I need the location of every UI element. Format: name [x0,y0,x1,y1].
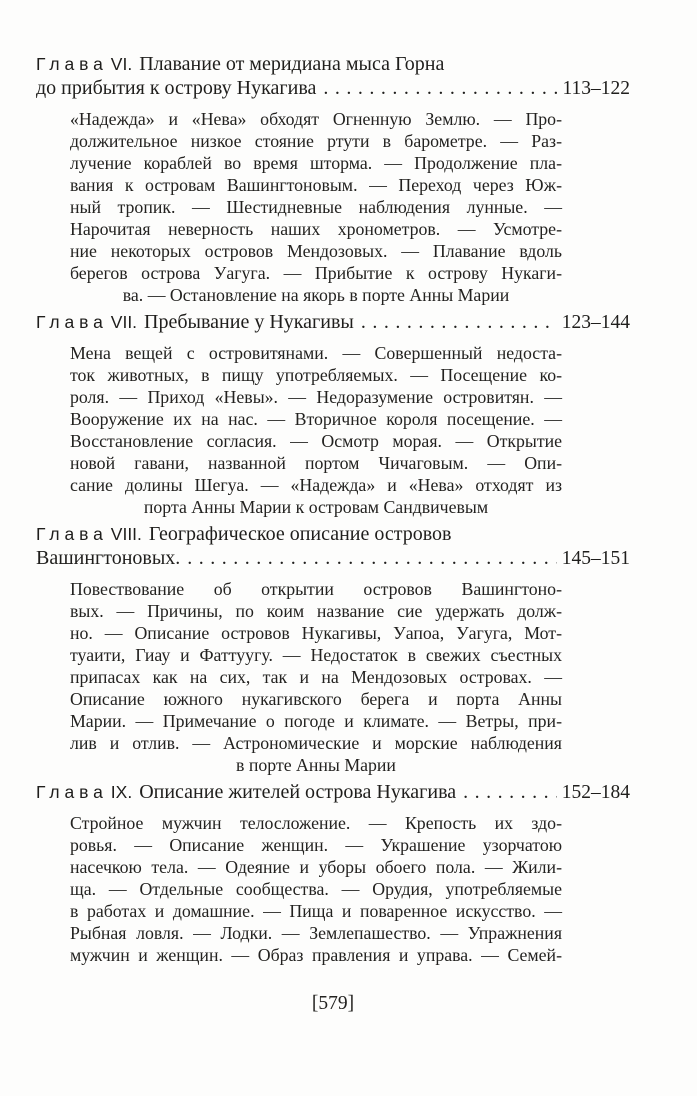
chapter-title: Пребывание у Нукагивы [144,311,354,333]
chapter-summary [70,108,562,306]
toc-entry-chapter-viii [36,522,630,776]
dot-leader [323,76,557,100]
chapter-title: Географическое описание островов [148,523,452,545]
summary-line: Повествование об открытии островов Вашингтоно- [70,579,562,599]
summary-line: лучение кораблей во время шторма. — Продолжение пла- [70,153,562,173]
chapter-heading-line [36,76,630,101]
summary-line: припасах как на сих, так и на Мендозовых островах. — [70,667,562,687]
summary-line: насечкою тела. — Одеяние и уборы обоего пола. — Жили- [70,857,562,877]
chapter-summary [70,578,562,776]
summary-line: Восстановление согласия. — Осмотр морая. — Открытие [70,431,562,451]
chapter-numeral: IX. [110,782,133,802]
chapter-label: Глава [36,312,108,332]
page-range: 113–122 [562,78,630,99]
summary-line: Нарочитая неверность наших хронометров. — Усмотре- [70,219,562,239]
chapter-title: Описание жителей острова Нукагива [139,781,457,803]
summary-line: сание долины Шегуа. — «Надежда» и «Нева» отходят из [70,475,562,495]
summary-line: роля. — Приход «Невы». — Недоразумение островитян. — [70,387,562,407]
summary-line: ток животных, в пищу употребляемых. — Посещение ко- [70,365,562,385]
summary-line: новой гавани, названной портом Чичаговым. — Опи- [70,453,562,473]
chapter-title-continued: Вашингтоновых. [36,547,181,569]
page-number: [579] [311,993,355,1014]
chapter-heading-line [36,52,630,76]
summary-line: мужчин и женщин. — Образ правления и управа. — Семей- [70,945,562,965]
summary-line: ща. — Отдельные сообщества. — Орудия, употребляемые [70,879,562,899]
summary-line: Описание южного нукагивского берега и порта Анны [70,689,562,709]
summary-line: «Надежда» и «Нева» обходят Огненную Землю. — Про- [70,109,562,129]
chapter-title-continued: до прибытия к острову Нукагива [36,77,317,99]
toc-entry-chapter-ix [36,780,630,966]
summary-line: Марии. — Примечание о погоде и климате. — Ветры, при- [70,711,562,731]
summary-line: вых. — Причины, по коим название сие удержать долж- [70,601,562,621]
summary-line: но. — Описание островов Нукагивы, Уапоа, Уагуга, Мот- [70,623,562,643]
chapter-label: Глава [36,782,108,802]
summary-line: ва. — Остановление на якорь в порте Анны Марии [122,285,510,305]
summary-line: в порте Анны Марии [236,755,396,775]
dot-leader [187,546,556,570]
chapter-label: Глава [36,524,108,544]
dot-leader [463,780,557,804]
summary-line: должительное низкое стояние ртути в барометре. — Раз- [70,131,562,151]
chapter-numeral: VII. [110,312,138,332]
summary-line: порта Анны Марии к островам Сандвичевым [143,497,489,517]
chapter-label: Глава [36,54,108,74]
summary-line: берегов острова Уагуга. — Прибытие к острову Нукаги- [70,263,562,283]
summary-line: лив и отлив. — Астрономические и морские наблюдения [70,733,562,753]
summary-line: вания к островам Вашингтоновым. — Переход через Юж- [70,175,562,195]
chapter-heading-line [36,522,630,546]
summary-line: в работах и домашние. — Пища и поваренное искусство. — [70,901,562,921]
dot-leader [361,310,557,334]
summary-line: Мена вещей с островитянами. — Совершенный недоста- [70,343,562,363]
toc-entry-chapter-vii [36,310,630,518]
page-range: 152–184 [561,782,630,803]
chapter-summary [70,812,562,966]
summary-line: Вооружение их на нас. — Вторичное короля посещение. — [70,409,562,429]
toc-entry-chapter-vi [36,52,630,306]
chapter-summary [70,342,562,518]
summary-line: ние некоторых островов Мендозовых. — Плавание вдоль [70,241,562,261]
chapter-heading-line [36,780,630,805]
page-range: 123–144 [561,312,630,333]
chapter-numeral: VIII. [110,524,142,544]
chapter-numeral: VI. [110,54,133,74]
page-range: 145–151 [561,548,630,569]
summary-line: ный тропик. — Шестидневные наблюдения лунные. — [70,197,562,217]
chapter-heading-line [36,310,630,335]
chapter-heading-line [36,546,630,571]
summary-line: туаити, Гиау и Фаттуугу. — Недостаток в свежих съестных [70,645,562,665]
summary-line: Рыбная ловля. — Лодки. — Землепашество. — Упражнения [70,923,562,943]
summary-line: ровья. — Описание женщин. — Украшение узорчатою [70,835,562,855]
chapter-title: Плавание от меридиана мыса Горна [139,53,445,75]
summary-line: Стройное мужчин телосложение. — Крепость их здо- [70,813,562,833]
